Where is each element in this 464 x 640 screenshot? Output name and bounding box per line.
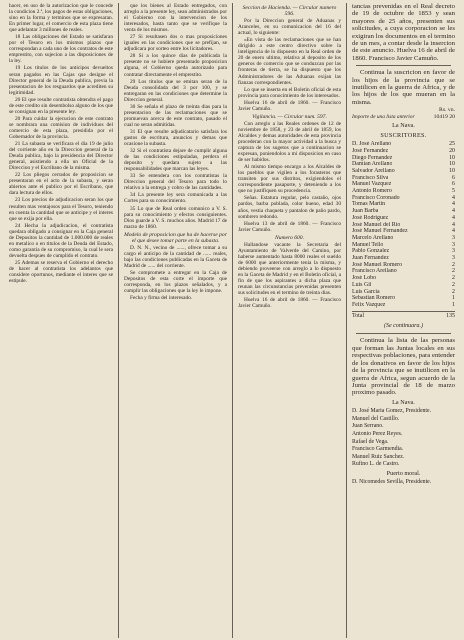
subscribers-heading: SUSCRITORES. xyxy=(380,131,427,139)
donor-amount: 4 xyxy=(452,221,455,228)
donor-name: José Manuel Romero xyxy=(352,261,403,268)
donor-name: Francisco Silva xyxy=(352,174,389,181)
donor-amount: 20 xyxy=(449,147,455,154)
subscription-location: La Nava. xyxy=(392,122,415,130)
donor-amount: 4 xyxy=(452,214,455,221)
list-item xyxy=(352,282,455,289)
article-paragraph: Señas. Estatura regular, pelo castaño, ojos pardos, barba poblada, color bueno, edad 30 años, vestia chaqueta y pantalon de paño pardo, sombrero redondo. xyxy=(238,195,341,220)
model-paragraph: D. N. N., vecino de ......, ofrece tomar a su cargo el anticipo de la cantidad de ...... reales, bajo las condiciones publicadas en la Gaceta de Madrid de ...... del corriente. xyxy=(124,244,227,269)
list-item xyxy=(352,275,455,282)
list-item xyxy=(352,255,455,262)
donor-amount: 1 xyxy=(452,295,455,302)
previous-total-row xyxy=(352,114,455,121)
list-item xyxy=(352,248,455,255)
donor-amount: 25 xyxy=(449,141,455,148)
junta-member: Antonio Perez Reyes. xyxy=(352,430,403,437)
donor-name: José Rodriguez xyxy=(352,214,389,221)
model-heading: Modelo de proposicion que ha de hacerse por el que desee tomar parte en la subasta. xyxy=(124,231,227,244)
list-item xyxy=(352,155,455,162)
article-paragraph: 24 Hecha la adjudicacion, el contratista quedara obligado a consignar en la Caja general de Depositos la cantidad de 1.000.000 de reales en metalico o en titulos de la Deuda del Estado, como garantia de su compromiso, la cual le sera devuelta despues de cumplido el contrato. xyxy=(9,222,113,259)
donor-name: Tomas Martin xyxy=(352,201,386,208)
article-paragraph: Hallandose vacante la Secretaria del Ayuntamiento de Valverde del Camino, por haberse aumentado hasta 8000 reales el sueldo de 6000 que anteriormente tenia la misma, y debiendo proveerse con arreglo a lo dispuesto en la Gaceta de Madrid y en el Boletin oficial, a fin de que los aspirantes a dicha plaza que reunan las circunstancias prevenidas presenten sus solicitudes en el termino de treinta dias. xyxy=(238,241,341,297)
article-paragraph: 20 Para cuidar la ejecucion de este contrato se nombrara una comision de individuos del comercio de esta plaza, presidida por el Gobernador de la provincia. xyxy=(9,115,113,140)
total-value: 135 xyxy=(446,312,455,319)
donor-amount: 3 xyxy=(452,241,455,248)
list-item xyxy=(352,148,455,155)
donor-amount: 1 xyxy=(452,301,455,308)
article-paragraph: Huelva 16 de abril de 1860. — Francisco Javier Camuño. xyxy=(238,297,341,310)
article-paragraph: Lo que se inserta en el Boletin oficial de esta provincia para conocimiento de los interesados. xyxy=(238,86,341,99)
junta-member: D. Nicomedes Sevilla, Presidente. xyxy=(352,479,432,486)
divider xyxy=(356,333,451,334)
article-paragraph: Huelva 13 de abril de 1860. — Francisco Javier Camuño. xyxy=(238,220,341,233)
subscription-notice: Continua la suscricion en favor de los hijos de la provincia que se inutilicen en la guerra de Africa, y de los hijos de los que mueran en la misma. xyxy=(352,69,455,106)
list-item xyxy=(352,289,455,296)
article-paragraph: 35 Lo que de Real orden comunico a V. S. para su conocimiento y efectos consiguientes. Dios guarde a V. S. muchos años. Madrid 17 de marzo de 1860. xyxy=(124,205,227,230)
total-row xyxy=(352,311,455,320)
column-4 xyxy=(346,3,460,638)
list-item xyxy=(352,201,455,208)
donor-amount: 3 xyxy=(452,234,455,241)
donor-name: Francisco Arellano xyxy=(352,268,397,275)
list-item xyxy=(352,302,455,309)
list-item xyxy=(352,228,455,235)
junta-member: Manuel Ruiz Sanchez. xyxy=(352,453,405,460)
list-item xyxy=(352,168,455,175)
list-item xyxy=(352,235,455,242)
junta-member: D. José Maria Gomez, Presidente. xyxy=(352,408,432,415)
article-paragraph: «En vista de las reclamaciones que se han dirigido a este centro directivo sobre la inteligencia de lo dispuesto en la Real orden de 20 de enero ultimo, relativa al deposito de los generos de comercio que se conduzcan por las fronteras de tierra, se ha dispuesto que los Administradores de las Aduanas exijan las fianzas correspondientes. xyxy=(238,37,341,86)
article-paragraph: Al mismo tiempo encargo a los Alcaldes de los pueblos que vigilen a los forasteros que transiten por sus distritos, exigiendoles el correspondiente pasaporte, y deteniendo a los que no justifiquen su procedencia. xyxy=(238,164,341,195)
list-item xyxy=(352,242,455,249)
article-paragraph: 34 La presente ley sera comunicada a las Cortes para su conocimiento. xyxy=(124,192,227,205)
divider xyxy=(356,65,451,66)
article-paragraph: 18 Las obligaciones del Estado se satisfaran por el Tesoro en los mismos plazos que correspondan a cada uno de los contratos de este emprestito, con sujecion a las disposiciones de la ley. xyxy=(9,34,113,65)
donor-amount: 4 xyxy=(452,208,455,215)
donor-name: José Lobo xyxy=(352,275,377,282)
total-label: Total xyxy=(352,312,365,319)
donor-name: José Fernandez xyxy=(352,147,389,154)
donor-name: Luis Garcia xyxy=(352,288,380,295)
junta-member: Rafael de Vega. xyxy=(352,438,389,445)
list-item xyxy=(352,215,455,222)
donor-amount: 2 xyxy=(452,275,455,282)
continued-note: (Se continuara.) xyxy=(384,323,423,330)
intro-paragraph: tancias prevenidas en el Real decreto de 19 de octubre de 1853 y sean mayores de 25 años, presenten sus solicitudes, a cuya corporacion se les exigiran los documentos en el termino de un mes, a contar desde la insercion de este anuncio. Huelva 16 de abril de 1860. Francisco Javier Camuño. xyxy=(352,3,455,62)
donor-name: Diego Fernandez xyxy=(352,154,393,161)
reals-label: Rs. vn. xyxy=(439,107,455,114)
donor-name: Manuel Vazquez xyxy=(352,181,392,188)
list-item xyxy=(352,208,455,215)
list-item xyxy=(352,295,455,302)
donor-amount: 10 xyxy=(449,154,455,161)
article-paragraph: 29 Los titulos que se emitan seran de la Deuda consolidada del 3 por 100, y se entregaran en las condiciones que determine la Direccion general. xyxy=(124,78,227,103)
column-3 xyxy=(232,3,346,638)
donor-name: Juan Barba xyxy=(352,208,379,215)
list-item xyxy=(352,268,455,275)
donor-name: José Manuel Fernandez xyxy=(352,228,408,235)
junta-location-2: Puerto moral. xyxy=(386,469,421,477)
article-paragraph: 33 Se entendera con los contratistas la Direccion general del Tesoro para todo lo relativo a la entrega y cobro de las cantidades. xyxy=(124,173,227,192)
donor-amount: 2 xyxy=(452,281,455,288)
list-item xyxy=(352,188,455,195)
donor-amount: 10 xyxy=(449,167,455,174)
list-item xyxy=(352,222,455,229)
donor-amount: 3 xyxy=(452,255,455,262)
list-item xyxy=(352,175,455,182)
column-1 xyxy=(4,3,118,638)
article-paragraph: 23 Los precios de adjudicacion seran los que resulten mas ventajosos para el Tesoro, teniendo en cuenta la cantidad que se anticipe y el interes que se exija por ella. xyxy=(9,197,113,222)
list-item xyxy=(352,141,455,148)
donor-name: D. José Arellano xyxy=(352,141,392,148)
model-paragraph: Se compromete a entregar en la Caja de Depositos de esta corte el importe que corresponda, en los plazos señalados, y a cumplir las obligaciones que la ley le impone. xyxy=(124,269,227,295)
list-item xyxy=(352,195,455,202)
article-paragraph: 19 Los titulos de los anticipos devueltos seran pagados en las Cajas que designe el Director general de la Deuda publica, previa la presentacion de los resguardos que acrediten su legitimidad. xyxy=(9,65,113,96)
article-paragraph: 22 Los pliegos cerrados de proposicion se presentaran en el acto de la subasta, y seran abiertos ante el publico por el Escribano, que dara lectura de ellos. xyxy=(9,172,113,197)
article-paragraph: que los bienes al Estado entregados, con arreglo a la presente ley, sean administrados por el Gobierno con la intervencion de los interesados, hasta tanto que se verifique la venta de los mismos. xyxy=(124,3,227,34)
article-paragraph: 32 Si el contratista dejare de cumplir alguna de las condiciones estipuladas, perdera el deposito y quedara sujeto a las responsabilidades que marcan las leyes. xyxy=(124,148,227,173)
article-paragraph: 28 Si a los quince dias de publicada la presente no se hubiere presentado proposicion alguna, el Gobierno queda autorizado para contratar directamente el emprestito. xyxy=(124,53,227,78)
donor-name: Sebastian Romero xyxy=(352,295,396,302)
donor-amount: 4 xyxy=(452,201,455,208)
list-item xyxy=(352,181,455,188)
donor-name: Francisco Coronado xyxy=(352,194,400,201)
column-2 xyxy=(118,3,232,638)
donor-amount: 2 xyxy=(452,261,455,268)
article-paragraph: hacer, en uso de la autorizacion que le concede la condicion 2.ª, los pagos de estas obligaciones, sino en la forma y terminos que se expresaran. En primer lugar, el comercio de esta plaza tiene que adelantar 3 millones de reales. xyxy=(9,3,113,34)
list-item xyxy=(352,161,455,168)
article-paragraph: 20 El que resulte contratista obtendra el pago de este credito sin desembolso alguno de los que se consignan en la presente ley. xyxy=(9,96,113,115)
donor-name: Manuel Tello xyxy=(352,241,384,248)
article-paragraph: 25 Ademas se reserva el Gobierno el derecho de hacer al contratista los adelantos que considere oportunos, mediante el interes que se estipule. xyxy=(9,259,113,285)
junta-notice: Continua la lista de las personas que forman las Juntas locales en sus respectivas poblaciones, para entender de los donativos en favor de los hijos de la provincia que se inutilicen en la guerra de Africa, segun acuerdo de la Junta provincial de 18 de marzo proximo pasado. xyxy=(352,337,455,397)
article-paragraph: 31 El que resulte adjudicatario satisfara los gastos de escritura, anuncios y demas que ocasione la subasta. xyxy=(124,128,227,148)
donor-amount: 4 xyxy=(452,194,455,201)
previous-total-label: Importe de una lista anterior xyxy=(352,113,415,120)
donor-name: Marcelo Arellano xyxy=(352,234,394,241)
junta-member: Francisco Garmendia. xyxy=(352,446,404,453)
model-paragraph: Fecha y firma del interesado. xyxy=(130,295,193,302)
article-paragraph: Por la Direccion general de Aduanas y Aranceles, en su comunicacion del 16 del actual, lo siguiente: xyxy=(238,18,341,37)
junta-member: Manuel del Castillo. xyxy=(352,415,400,422)
donor-name: Salvador Arellano xyxy=(352,167,395,174)
donor-name: Damian Arellano xyxy=(352,161,393,168)
donor-amount: 10 xyxy=(449,161,455,168)
donor-name: Pablo Gonzalez xyxy=(352,248,390,255)
donor-amount: 2 xyxy=(452,288,455,295)
article-paragraph: 27 Si resultasen dos o mas proposiciones iguales en las condiciones que se prefijan, se adjudicara por sorteo entre los licitadores. xyxy=(124,34,227,53)
donor-name: Luis Gil xyxy=(352,281,372,288)
donor-amount: 3 xyxy=(452,248,455,255)
donor-amount: 6 xyxy=(452,174,455,181)
section-heading: Seccion de Hacienda. — Circular numero 596. xyxy=(242,5,337,18)
donor-amount: 5 xyxy=(452,188,455,195)
donor-name: Felix Vazquez xyxy=(352,301,386,308)
junta-member: Juan Serrano. xyxy=(352,423,384,430)
previous-total-value: 10419 20 xyxy=(433,113,455,120)
article-paragraph: 21 La subasta se verificara el dia 19 de julio del corriente año en la Direccion general de la Deuda publica, bajo la presidencia del Director general, asistiendo a ella un Oficial de la Direccion y el Escribano de la misma. xyxy=(9,141,113,172)
article-paragraph: Con arreglo a las Reales ordenes de 12 de noviembre de 1858, y 23 de abril de 1859, los Alcaldes y demas autoridades de esta provincia procederan con la mayor actividad a la busca y captura de los sugetos que a continuacion se expresan, poniendolos a mi disposicion en caso de ser habidos. xyxy=(238,120,341,164)
donor-name: Juan Fernandez xyxy=(352,255,389,262)
junta-location: La Nava. xyxy=(392,398,415,406)
donor-name: José Manuel del Rio xyxy=(352,221,401,228)
donor-amount: 4 xyxy=(452,228,455,235)
donor-amount: 6 xyxy=(452,181,455,188)
article-paragraph: 30 Se señala el plazo de treinta dias para la presentacion de las reclamaciones que se promuevan acerca de este contrato, pasado el cual no seran admitidas. xyxy=(124,103,227,128)
donor-amount: 2 xyxy=(452,268,455,275)
circular-heading: Vigilancia. — Circular num. 597. xyxy=(252,113,327,120)
notice-heading: Numero 600. xyxy=(274,234,304,241)
article-paragraph: Huelva 16 de abril de 1860. — Francisco Javier Camuño. xyxy=(238,99,341,112)
junta-member: Rufino L. de Castro. xyxy=(352,461,400,468)
list-item xyxy=(352,262,455,269)
donor-name: Antonio Romero xyxy=(352,188,392,195)
